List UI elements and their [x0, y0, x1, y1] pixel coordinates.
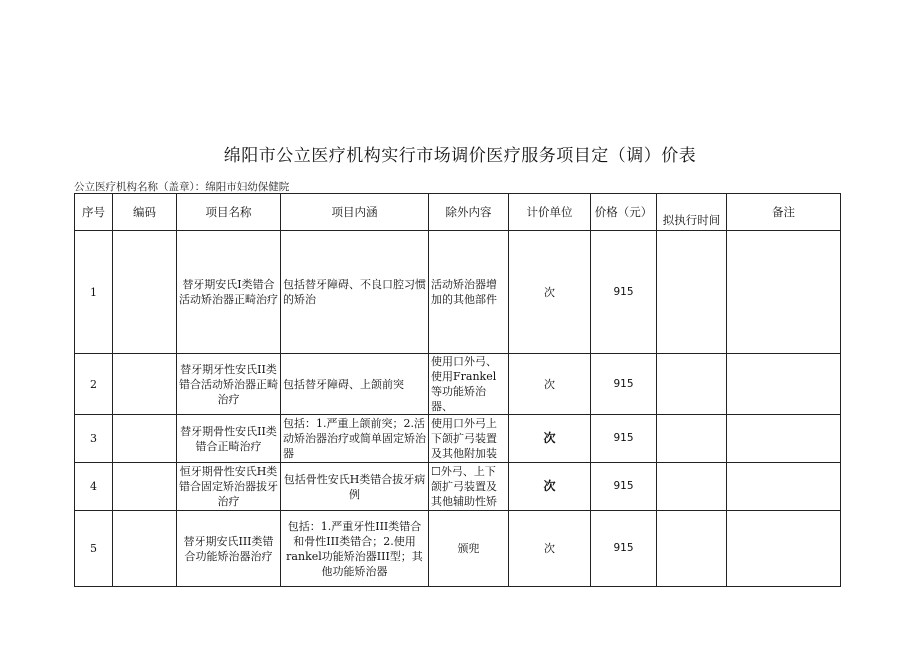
cell-index: 2 [75, 354, 113, 415]
cell-index: 3 [75, 415, 113, 463]
header-note: 备注 [727, 194, 841, 231]
cell-price: 915 [591, 511, 657, 587]
cell-note [727, 463, 841, 511]
cell-name: 替牙期骨性安氏II类错合正畸治疗 [177, 415, 281, 463]
cell-unit: 次 [509, 511, 591, 587]
cell-exclusion: 使用口外弓上下颌扩弓装置及其他附加装 [429, 415, 509, 463]
cell-code [113, 511, 177, 587]
cell-note [727, 415, 841, 463]
table-row [75, 354, 841, 415]
table-row [75, 415, 841, 463]
cell-code [113, 231, 177, 354]
cell-code [113, 463, 177, 511]
cell-note [727, 231, 841, 354]
institution-name: 公立医疗机构名称（盖章）：绵阳市妇幼保健院 [74, 181, 290, 193]
cell-code [113, 354, 177, 415]
cell-note [727, 354, 841, 415]
page-title: 绵阳市公立医疗机构实行市场调价医疗服务项目定（调）价表 [223, 146, 697, 166]
cell-unit: 次 [509, 354, 591, 415]
cell-name: 恒牙期骨性安氏H类错合固定矫治器拔牙治疗 [177, 463, 281, 511]
cell-price: 915 [591, 415, 657, 463]
cell-content: 包括：1.严重上颌前突；2.活动矫治器治疗或简单固定矫治器 [281, 415, 429, 463]
cell-index: 5 [75, 511, 113, 587]
cell-exec-date [657, 231, 727, 354]
cell-exec-date [657, 463, 727, 511]
header-code: 编码 [113, 194, 177, 231]
table-row [75, 463, 841, 511]
table-row [75, 231, 841, 354]
header-row [75, 194, 841, 231]
cell-exclusion: 活动矫治器增加的其他部件 [429, 231, 509, 354]
cell-index: 1 [75, 231, 113, 354]
cell-name: 替牙期安氏I类错合活动矫治器正畸治疗 [177, 231, 281, 354]
table-row [75, 511, 841, 587]
header-exec-date: 拟执行时间 [657, 194, 727, 231]
cell-exclusion: 颁兜 [429, 511, 509, 587]
cell-content: 包括：1.严重牙性III类错合和骨性III类错合；2.使用rankel功能矫治器III型；其他功能矫治器 [281, 511, 429, 587]
cell-unit: 次 [509, 231, 591, 354]
cell-exclusion: 使用口外弓、使用Frankel等功能矫治器、 [429, 354, 509, 415]
cell-price: 915 [591, 231, 657, 354]
cell-exec-date [657, 511, 727, 587]
cell-note [727, 511, 841, 587]
cell-code [113, 415, 177, 463]
header-price: 价格（元） [591, 194, 657, 231]
cell-name: 替牙期安氏III类错合功能矫治器治疗 [177, 511, 281, 587]
cell-name: 替牙期牙性安氏II类错合活动矫治器正畸治疗 [177, 354, 281, 415]
header-exclusion: 除外内容 [429, 194, 509, 231]
cell-price: 915 [591, 463, 657, 511]
cell-content: 包括替牙障碍、上颌前突 [281, 354, 429, 415]
header-name: 项目名称 [177, 194, 281, 231]
cell-content: 包括替牙障碍、不良口腔习惯的矫治 [281, 231, 429, 354]
cell-price: 915 [591, 354, 657, 415]
cell-index: 4 [75, 463, 113, 511]
cell-exclusion: ☐外弓、上下颌扩弓装置及其他辅助性矫 [429, 463, 509, 511]
price-table [74, 193, 841, 587]
cell-unit: 次 [509, 415, 591, 463]
header-index: 序号 [75, 194, 113, 231]
cell-exec-date [657, 415, 727, 463]
cell-exec-date [657, 354, 727, 415]
header-unit: 计价单位 [509, 194, 591, 231]
cell-unit: 次 [509, 463, 591, 511]
cell-content: 包括骨性安氏H类错合拔牙病例 [281, 463, 429, 511]
header-content: 项目内涵 [281, 194, 429, 231]
